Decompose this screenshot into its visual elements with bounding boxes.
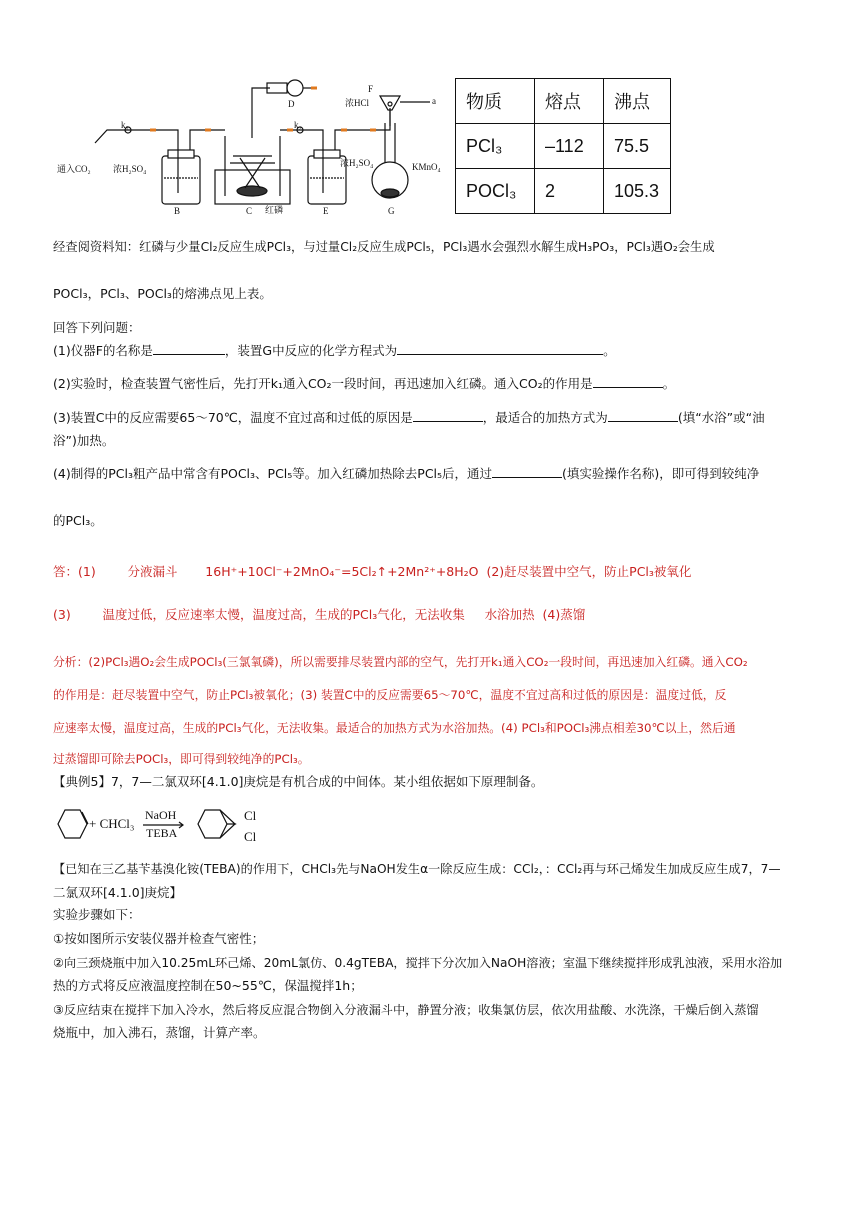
question-text: (填“水浴”或“油 (677, 410, 765, 425)
reaction-condition-teba: TEBA (146, 826, 178, 840)
question-text: 。 (603, 343, 616, 358)
intro-line: 回答下列问题： (53, 320, 141, 335)
property-table (455, 78, 671, 214)
intro-line: POCl₃，PCl₃、POCl₃的熔沸点见上表。 (53, 286, 272, 301)
table-header-cell: 沸点 (604, 79, 671, 124)
table-cell: POCl₃ (456, 169, 535, 214)
step-1: ①按如图所示安装仪器并检查气密性； (53, 931, 265, 946)
label-d: D (288, 99, 295, 109)
answer-line: 答：(1) 分液漏斗 16H⁺+10Cl⁻+2MnO₄⁻=5Cl₂↑+2Mn²⁺+8H₂O (2)赶尽装置中空气，防止PCl₃被氧化 (53, 564, 692, 579)
reaction-condition-naoh: NaOH (145, 808, 177, 822)
question-text: ，装置G中反应的化学方程式为 (224, 343, 398, 358)
answer-blank[interactable] (593, 375, 663, 388)
question-4 (53, 465, 759, 483)
known-note: 【已知在三乙基苄基溴化铵(TEBA)的作用下，CHCl₃先与NaOH发生α一除反应生成：CCl₂，：CCl₂再与环己烯发生加成反应生成7，7— (53, 862, 781, 876)
label-conc-h2so4-e: 浓H₂SO₄ (340, 158, 374, 168)
table-row (456, 124, 671, 169)
product-cl-label: Cl (244, 829, 257, 844)
question-3 (53, 409, 765, 427)
analysis-line: 过蒸馏即可除去POCl₃，即可得到较纯净的PCl₃。 (53, 752, 310, 766)
table-cell: 75.5 (604, 124, 671, 169)
answer-blank[interactable] (153, 342, 225, 355)
table-cell: PCl₃ (456, 124, 535, 169)
label-red-phosphorus: 红磷 (265, 206, 284, 216)
question-1 (53, 342, 616, 360)
analysis-line: 的作用是：赶尽装置中空气，防止PCl₃被氧化；(3) 装置C中的反应需要65～70℃，温度不宜过高和过低的原因是：温度过低，反 (53, 688, 727, 702)
step-3-cont: 烧瓶中，加入沸石，蒸馏，计算产率。 (53, 1025, 266, 1040)
label-kmno4: KMnO₄ (412, 162, 441, 172)
reaction-plus-chcl3: + CHCl₃ (89, 816, 135, 831)
label-a: a (432, 96, 436, 106)
step-2: ②向三颈烧瓶中加入10.25mL环己烯、20mL氯仿、0.4gTEBA，搅拌下分次加入NaOH溶液；室温下继续搅拌形成乳浊液，采用水浴加 (53, 956, 783, 970)
intro-line: 经查阅资料知：红磷与少量Cl₂反应生成PCl₃，与过量Cl₂反应生成PCl₅，PCl₃遇水会强烈水解生成H₃PO₃，PCl₃遇O₂会生成 (53, 240, 715, 254)
question-3-cont: 浴”)加热。 (53, 433, 115, 448)
label-conc-hcl: 浓HCl (345, 98, 370, 108)
step-3: ③反应结束在搅拌下加入冷水，然后将反应混合物倒入分液漏斗中，静置分液；收集氯仿层，依次用盐酸、水洗涤，干燥后倒入蒸馏 (53, 1003, 759, 1017)
table-header-cell: 熔点 (535, 79, 604, 124)
steps-title: 实验步骤如下： (53, 907, 141, 922)
known-note: 二氯双环[4.1.0]庚烷】 (53, 885, 183, 900)
answer-blank[interactable] (397, 342, 603, 355)
label-k2: k₂ (294, 120, 302, 130)
apparatus-diagram (55, 68, 455, 218)
label-g: G (388, 206, 395, 216)
table-cell: –112 (535, 124, 604, 169)
question-2 (53, 375, 675, 393)
label-k1: k₁ (121, 120, 129, 130)
table-cell: 105.3 (604, 169, 671, 214)
question-text: (填实验操作名称)，即可得到较纯净 (562, 466, 760, 481)
question-text: (3)装置C中的反应需要65～70℃，温度不宜过高和过低的原因是 (53, 410, 413, 425)
question-text: (2)实验时，检查装置气密性后，先打开k₁通入CO₂一段时间，再迅速加入红磷。通入CO₂的作用是 (53, 376, 593, 391)
label-c: C (246, 206, 253, 216)
question-4-cont: 的PCl₃。 (53, 513, 103, 528)
answer-blank[interactable] (608, 409, 678, 422)
label-conc-h2so4-b: 浓H₂SO₄ (113, 164, 147, 174)
table-cell: 2 (535, 169, 604, 214)
analysis-line: 分析：(2)PCl₃遇O₂会生成POCl₃(三氯氧磷)，所以需要排尽装置内部的空气，先打开k₁通入CO₂一段时间，再迅速加入红磷。通入CO₂ (53, 655, 748, 669)
answer-blank[interactable] (492, 465, 562, 478)
answer-blank[interactable] (413, 409, 483, 422)
analysis-line: 应速率太慢，温度过高，生成的PCl₃气化，无法收集。最适合的加热方式为水浴加热。(4) PCl₃和POCl₃沸点相差30℃以上，然后通 (53, 721, 736, 735)
table-header-row (456, 79, 671, 124)
product-cl-label: Cl (244, 808, 257, 823)
question-text: (1)仪器F的名称是 (53, 343, 153, 358)
question-text: 。 (662, 376, 676, 391)
table-header-cell: 物质 (456, 79, 535, 124)
label-b: B (174, 206, 181, 216)
example-5-title: 【典例5】7，7—二氯双环[4.1.0]庚烷是有机合成的中间体。某小组依据如下原理制备。 (53, 774, 544, 789)
label-e: E (323, 206, 329, 216)
answer-line: (3) 温度过低，反应速率太慢，温度过高，生成的PCl₃气化，无法收集 水浴加热 (4)蒸馏 (53, 607, 586, 622)
label-co2-inlet: 通入CO₂ (57, 164, 91, 174)
question-text: (4)制得的PCl₃粗产品中常含有POCl₃、PCl₅等。加入红磷加热除去PCl₅后，通过 (53, 466, 493, 481)
label-f: F (368, 84, 374, 94)
step-2-cont: 热的方式将反应液温度控制在50~55℃，保温搅拌1h； (53, 978, 363, 993)
table-row (456, 169, 671, 214)
question-text: ，最适合的加热方式为 (482, 410, 608, 425)
